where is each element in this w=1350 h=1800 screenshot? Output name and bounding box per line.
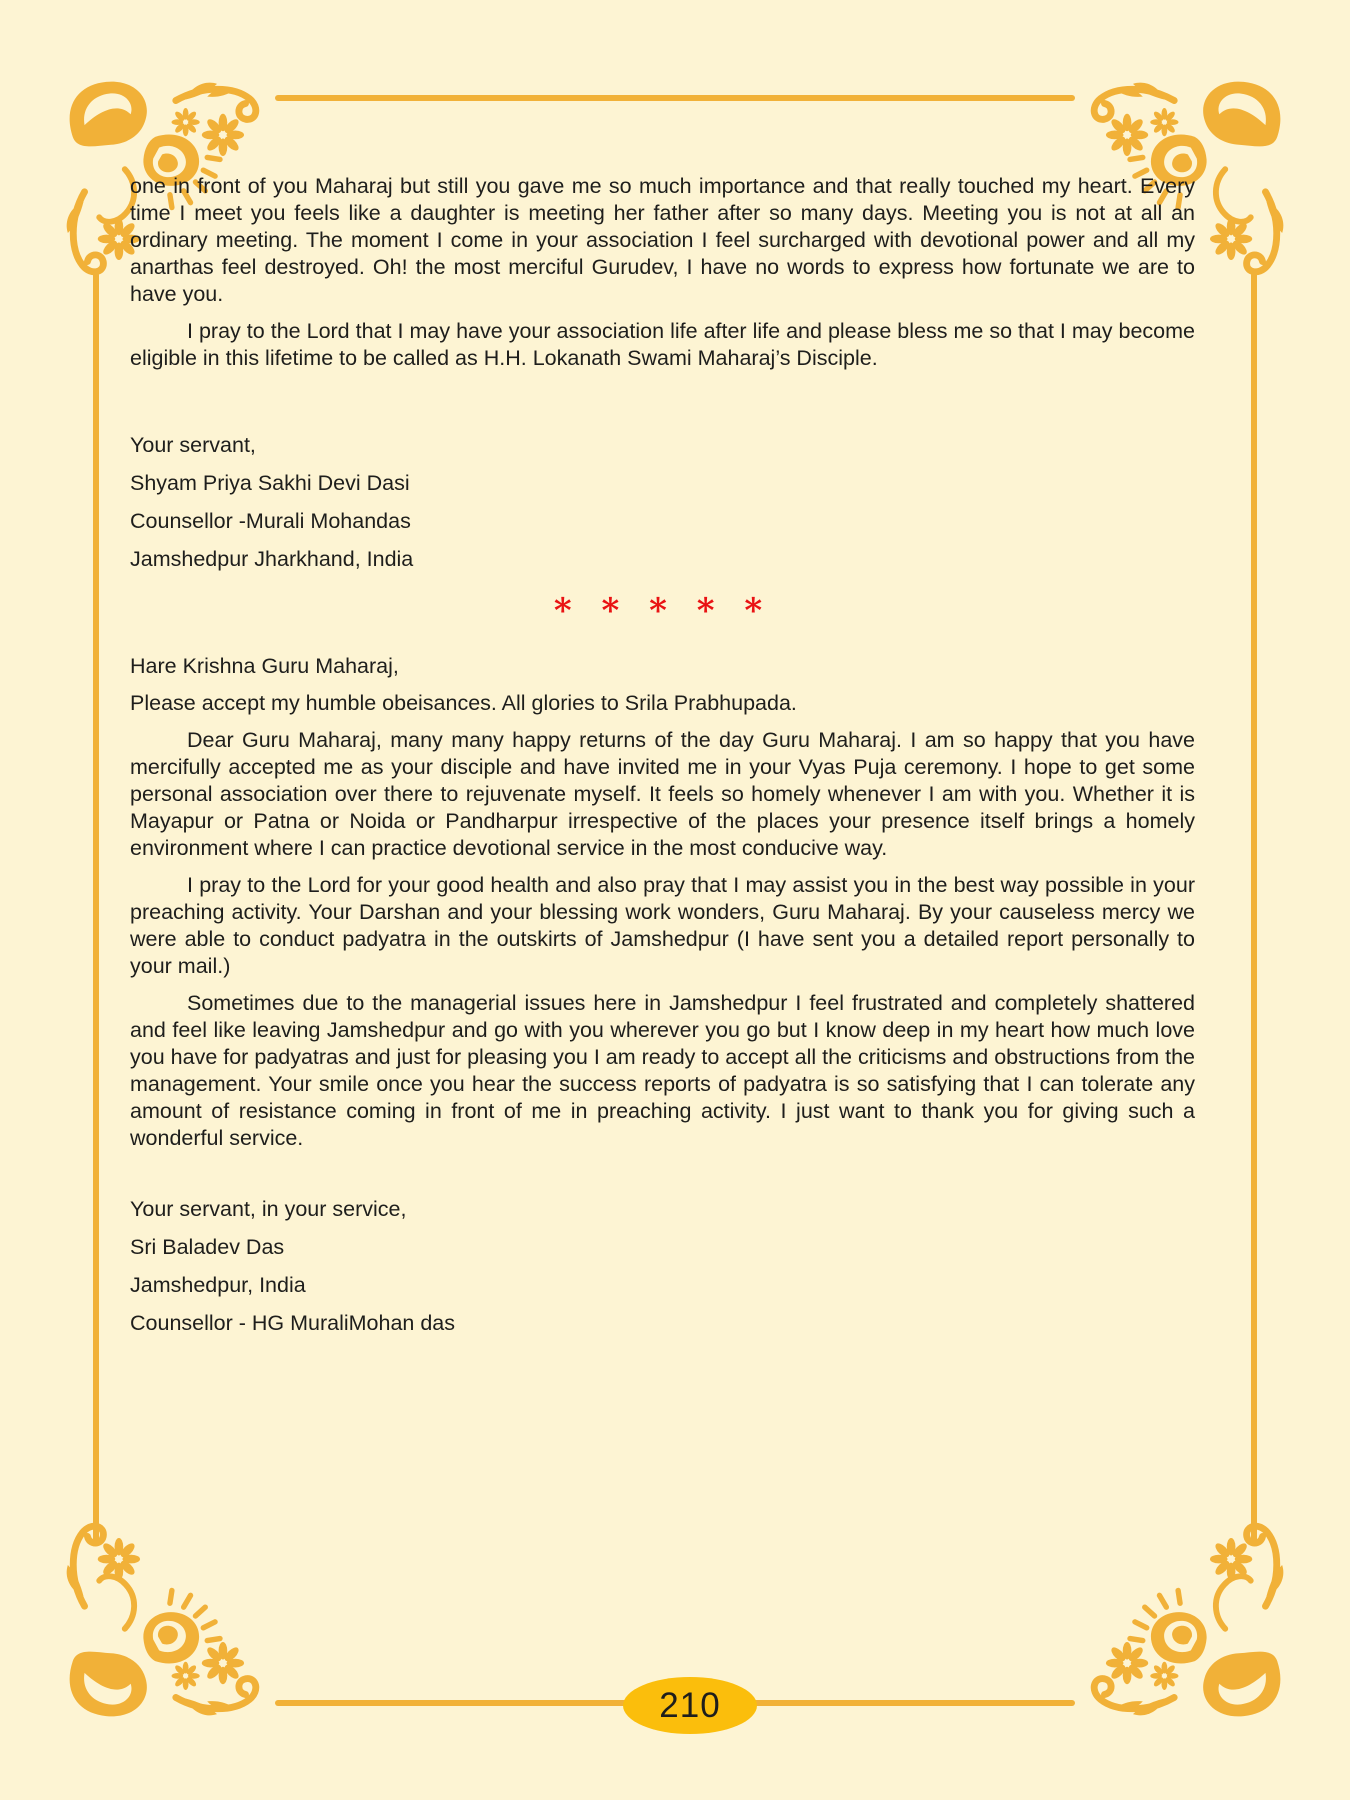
letter-separator-asterisks: * * * * * <box>553 591 772 631</box>
letters-content <box>130 0 1195 1348</box>
page-number: 210 <box>659 1685 721 1725</box>
page-number-badge <box>623 1677 757 1734</box>
letter1-paragraph: I pray to the Lord that I may have your association life after life and please bless me so that I may become eligible in this lifetime to be called as H.H. Lokanath Swami Maharaj’s Disciple. <box>130 319 1195 370</box>
frame-border-left <box>93 272 99 1544</box>
signature-line: Jamshedpur, India <box>130 1273 306 1297</box>
letter2-paragraph: I pray to the Lord for your good health and also pray that I may assist you in the best way possible in your preaching activity. Your Darshan and your blessing work wonders, Guru Maharaj. By your causeless mercy we were able to conduct padyatra in the outskirts of Jamshedpur (I have sent you a detailed report personally to your mail.) <box>130 873 1195 978</box>
signature-line: Shyam Priya Sakhi Devi Dasi <box>130 471 410 495</box>
letter1-paragraph: one in front of you Maharaj but still you gave me so much importance and that really touched my heart. Every time I meet you feels like a daughter is meeting her father after so many days. Meeting you is not at all an ordinary meeting. The moment I come in your association I feel surcharged with devotional power and all my anarthas feel destroyed. Oh! the most merciful Gurudev, I have no words to express how fortunate we are to have you. <box>130 174 1195 306</box>
signature-line: Sri Baladev Das <box>130 1235 285 1259</box>
signature-line: Jamshedpur Jharkhand, India <box>130 547 414 571</box>
letter2-paragraph: Dear Guru Maharaj, many many happy returns of the day Guru Maharaj. I am so happy that you have mercifully accepted me as your disciple and have invited me in your Vyas Puja ceremony. I hope to get some personal association over there to rejuvenate myself. It feels so homely whenever I am with you. Whether it is Mayapur or Patna or Noida or Pandharpur irrespective of the places your presence itself brings a homely environment where I can practice devotional service in the most conducive way. <box>130 728 1195 860</box>
letter2-signature-block <box>130 1196 1195 1337</box>
signature-line: Your servant, <box>130 433 256 457</box>
letter2-obeisances: Please accept my humble obeisances. All glories to Srila Prabhupada. <box>130 691 797 715</box>
letter2-paragraph: Sometimes due to the managerial issues here in Jamshedpur I feel frustrated and completely shattered and feel like leaving Jamshedpur and go with you wherever you go but I know deep in my heart how much love you have for padyatras and just for pleasing you I am ready to accept all the criticisms and obstructions from the management. Your smile once you hear the success reports of padyatra is so satisfying that I can tolerate any amount of resistance coming in front of me in preaching activity. I just want to thank you for giving such a wonderful service. <box>130 991 1195 1150</box>
corner-floral-ornament-icon <box>1078 1510 1290 1722</box>
letter1-signature-block <box>130 432 1195 573</box>
corner-floral-ornament-icon <box>60 1510 272 1722</box>
signature-line: Counsellor -Murali Mohandas <box>130 509 411 533</box>
letter2-salutation: Hare Krishna Guru Maharaj, <box>130 654 399 678</box>
frame-border-right <box>1251 272 1257 1544</box>
signature-line: Counsellor - HG MuraliMohan das <box>130 1311 456 1335</box>
signature-line: Your servant, in your service, <box>130 1197 407 1221</box>
